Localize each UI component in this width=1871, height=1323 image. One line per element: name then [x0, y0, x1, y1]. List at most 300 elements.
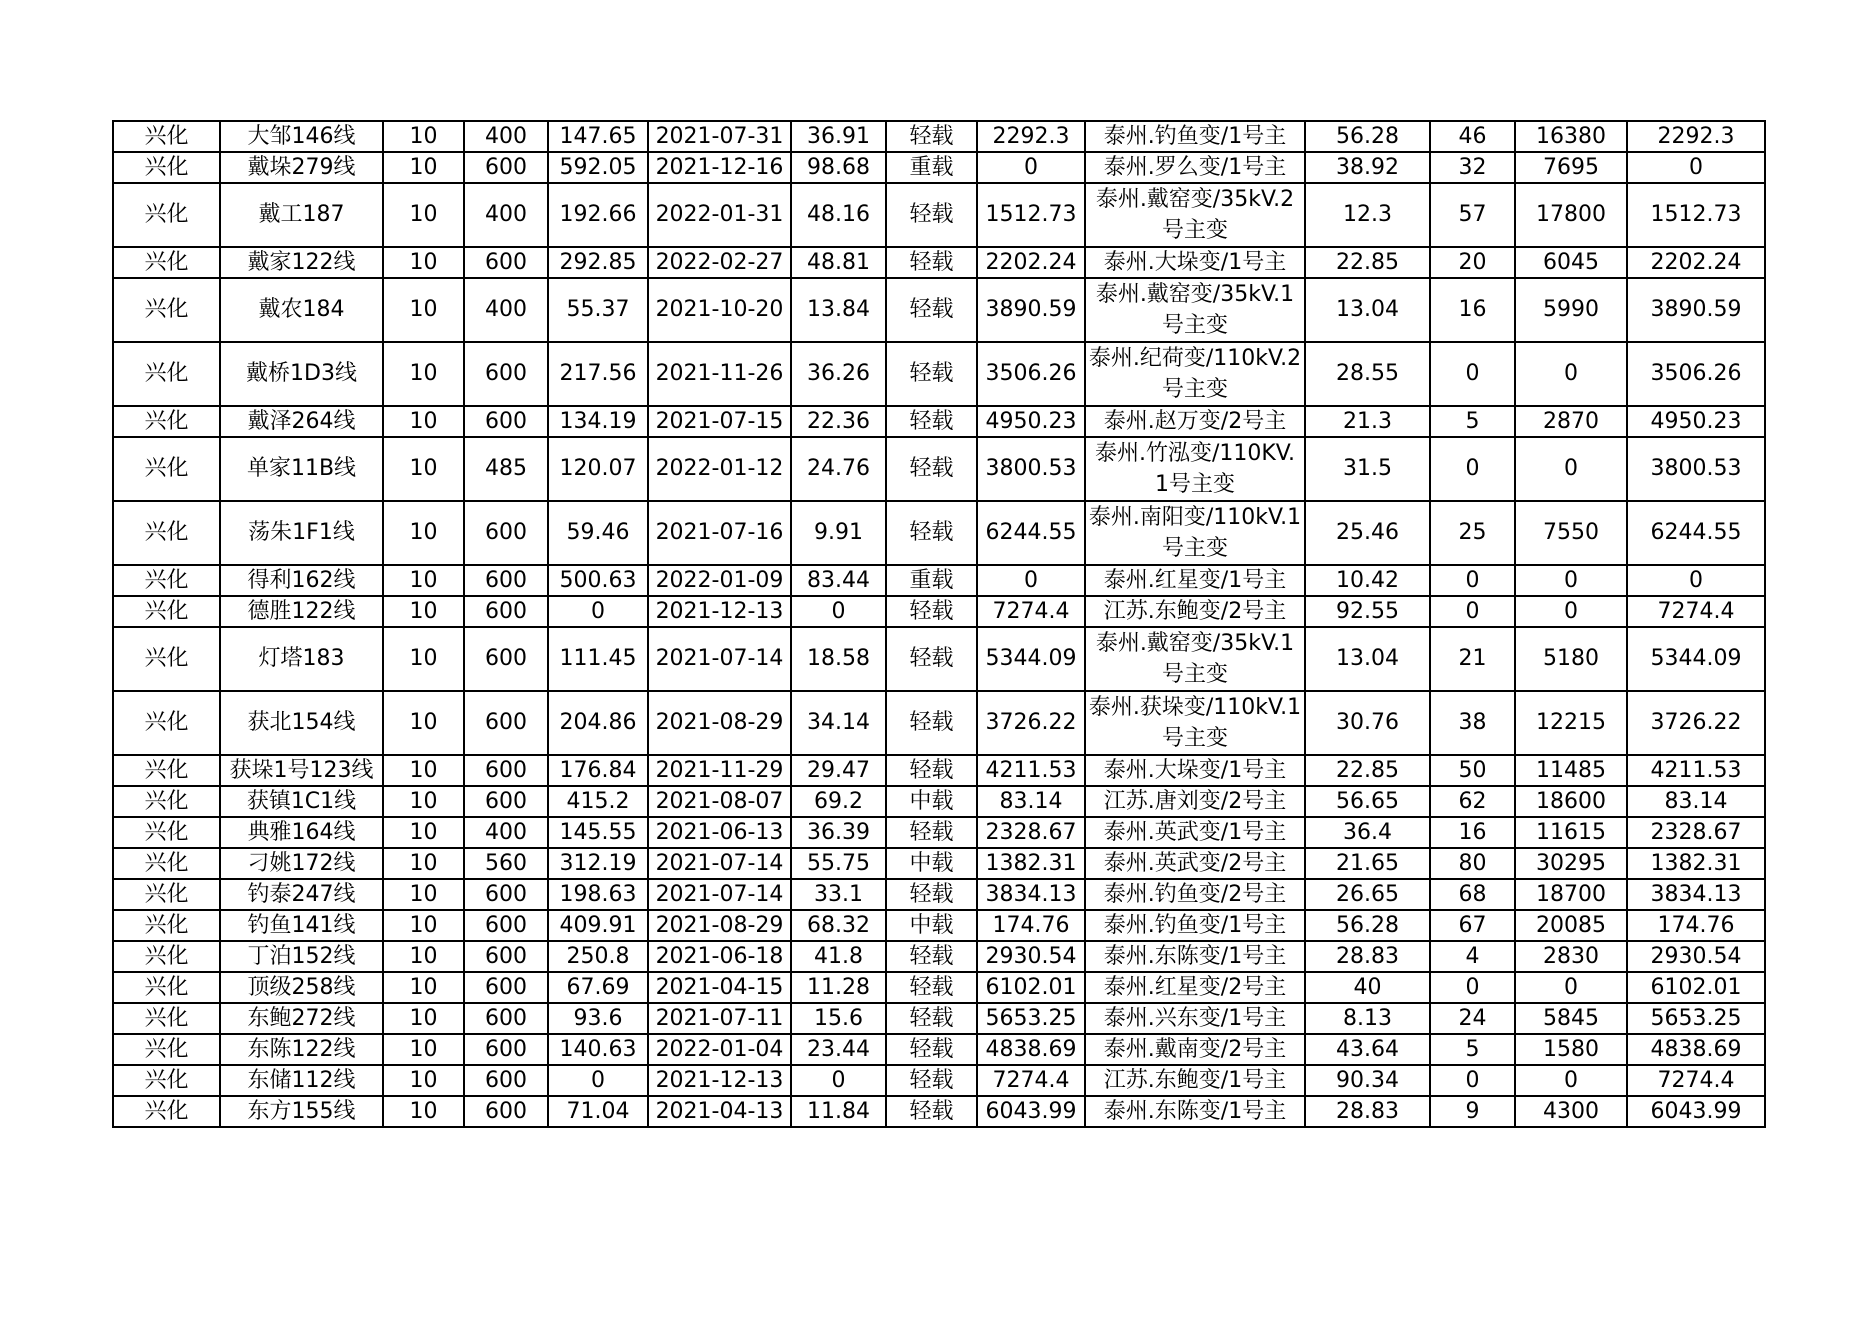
table-row — [113, 910, 1765, 941]
transformer-load-rate-cell: 8.13 — [1305, 1003, 1430, 1034]
installed-capacity-cell: 5845 — [1515, 1003, 1627, 1034]
installed-capacity-cell: 16380 — [1515, 121, 1627, 152]
open-capacity-cell: 4838.69 — [1627, 1034, 1765, 1065]
table-row — [113, 406, 1765, 437]
transformer-load-rate-cell: 21.3 — [1305, 406, 1430, 437]
city-cell: 兴化 — [113, 627, 220, 691]
user-count-cell: 20 — [1430, 247, 1515, 278]
transformer-cell: 泰州.钓鱼变/2号主 — [1085, 879, 1305, 910]
current-cell: 312.19 — [548, 848, 648, 879]
capacity-cell: 400 — [464, 183, 548, 247]
load-rate-cell: 48.16 — [791, 183, 886, 247]
voltage-cell: 10 — [383, 941, 464, 972]
voltage-cell: 10 — [383, 278, 464, 342]
capacity-cell: 560 — [464, 848, 548, 879]
open-capacity-cell: 6043.99 — [1627, 1096, 1765, 1127]
installed-capacity-cell: 0 — [1515, 342, 1627, 406]
date-cell: 2022-01-09 — [648, 565, 791, 596]
load-rate-cell: 23.44 — [791, 1034, 886, 1065]
line-name-cell: 戴农184 — [220, 278, 383, 342]
voltage-cell: 10 — [383, 1096, 464, 1127]
transformer-cell: 泰州.戴窑变/35kV.2号主变 — [1085, 183, 1305, 247]
current-cell: 415.2 — [548, 786, 648, 817]
current-cell: 292.85 — [548, 247, 648, 278]
line-name-cell: 刁姚172线 — [220, 848, 383, 879]
transformer-load-rate-cell: 13.04 — [1305, 278, 1430, 342]
user-count-cell: 62 — [1430, 786, 1515, 817]
date-cell: 2021-08-29 — [648, 910, 791, 941]
capacity-cell: 600 — [464, 786, 548, 817]
load-status-cell: 中载 — [886, 848, 977, 879]
voltage-cell: 10 — [383, 406, 464, 437]
available-capacity-cell: 83.14 — [977, 786, 1085, 817]
load-status-cell: 轻载 — [886, 1065, 977, 1096]
line-name-cell: 顶级258线 — [220, 972, 383, 1003]
transformer-load-rate-cell: 25.46 — [1305, 501, 1430, 565]
transformer-cell: 泰州.戴窑变/35kV.1号主变 — [1085, 627, 1305, 691]
installed-capacity-cell: 11485 — [1515, 755, 1627, 786]
city-cell: 兴化 — [113, 817, 220, 848]
voltage-cell: 10 — [383, 565, 464, 596]
available-capacity-cell: 6102.01 — [977, 972, 1085, 1003]
load-status-cell: 轻载 — [886, 247, 977, 278]
installed-capacity-cell: 18600 — [1515, 786, 1627, 817]
voltage-cell: 10 — [383, 848, 464, 879]
installed-capacity-cell: 2870 — [1515, 406, 1627, 437]
city-cell: 兴化 — [113, 121, 220, 152]
current-cell: 250.8 — [548, 941, 648, 972]
user-count-cell: 67 — [1430, 910, 1515, 941]
table-row — [113, 941, 1765, 972]
installed-capacity-cell: 0 — [1515, 565, 1627, 596]
load-status-cell: 轻载 — [886, 1096, 977, 1127]
user-count-cell: 0 — [1430, 342, 1515, 406]
line-name-cell: 东陈122线 — [220, 1034, 383, 1065]
city-cell: 兴化 — [113, 501, 220, 565]
transformer-cell: 泰州.罗么变/1号主 — [1085, 152, 1305, 183]
city-cell: 兴化 — [113, 342, 220, 406]
date-cell: 2021-04-15 — [648, 972, 791, 1003]
transformer-cell: 泰州.英武变/2号主 — [1085, 848, 1305, 879]
available-capacity-cell: 174.76 — [977, 910, 1085, 941]
table-row — [113, 565, 1765, 596]
capacity-cell: 600 — [464, 941, 548, 972]
transformer-load-rate-cell: 12.3 — [1305, 183, 1430, 247]
voltage-cell: 10 — [383, 596, 464, 627]
voltage-cell: 10 — [383, 1034, 464, 1065]
user-count-cell: 57 — [1430, 183, 1515, 247]
city-cell: 兴化 — [113, 565, 220, 596]
city-cell: 兴化 — [113, 596, 220, 627]
city-cell: 兴化 — [113, 910, 220, 941]
city-cell: 兴化 — [113, 1065, 220, 1096]
city-cell: 兴化 — [113, 755, 220, 786]
current-cell: 145.55 — [548, 817, 648, 848]
city-cell: 兴化 — [113, 848, 220, 879]
installed-capacity-cell: 30295 — [1515, 848, 1627, 879]
transformer-load-rate-cell: 13.04 — [1305, 627, 1430, 691]
available-capacity-cell: 3726.22 — [977, 691, 1085, 755]
installed-capacity-cell: 18700 — [1515, 879, 1627, 910]
user-count-cell: 0 — [1430, 596, 1515, 627]
table-row — [113, 786, 1765, 817]
date-cell: 2021-07-31 — [648, 121, 791, 152]
current-cell: 59.46 — [548, 501, 648, 565]
load-status-cell: 中载 — [886, 910, 977, 941]
city-cell: 兴化 — [113, 247, 220, 278]
transformer-cell: 江苏.东鲍变/1号主 — [1085, 1065, 1305, 1096]
user-count-cell: 16 — [1430, 278, 1515, 342]
capacity-cell: 400 — [464, 817, 548, 848]
voltage-cell: 10 — [383, 1065, 464, 1096]
transformer-cell: 泰州.东陈变/1号主 — [1085, 1096, 1305, 1127]
user-count-cell: 0 — [1430, 1065, 1515, 1096]
table-row — [113, 183, 1765, 247]
date-cell: 2021-08-07 — [648, 786, 791, 817]
installed-capacity-cell: 7550 — [1515, 501, 1627, 565]
load-status-cell: 轻载 — [886, 941, 977, 972]
date-cell: 2021-12-13 — [648, 596, 791, 627]
installed-capacity-cell: 20085 — [1515, 910, 1627, 941]
table-row — [113, 247, 1765, 278]
user-count-cell: 50 — [1430, 755, 1515, 786]
available-capacity-cell: 7274.4 — [977, 596, 1085, 627]
date-cell: 2021-07-15 — [648, 406, 791, 437]
current-cell: 147.65 — [548, 121, 648, 152]
load-status-cell: 轻载 — [886, 406, 977, 437]
feeder-load-table — [112, 120, 1766, 1128]
available-capacity-cell: 3800.53 — [977, 437, 1085, 501]
open-capacity-cell: 7274.4 — [1627, 1065, 1765, 1096]
installed-capacity-cell: 5180 — [1515, 627, 1627, 691]
voltage-cell: 10 — [383, 786, 464, 817]
available-capacity-cell: 2292.3 — [977, 121, 1085, 152]
load-rate-cell: 41.8 — [791, 941, 886, 972]
open-capacity-cell: 3890.59 — [1627, 278, 1765, 342]
user-count-cell: 38 — [1430, 691, 1515, 755]
date-cell: 2021-04-13 — [648, 1096, 791, 1127]
voltage-cell: 10 — [383, 910, 464, 941]
table-row — [113, 972, 1765, 1003]
city-cell: 兴化 — [113, 972, 220, 1003]
capacity-cell: 600 — [464, 691, 548, 755]
line-name-cell: 灯塔183 — [220, 627, 383, 691]
voltage-cell: 10 — [383, 121, 464, 152]
load-status-cell: 轻载 — [886, 183, 977, 247]
capacity-cell: 400 — [464, 121, 548, 152]
table-row — [113, 152, 1765, 183]
user-count-cell: 68 — [1430, 879, 1515, 910]
load-rate-cell: 24.76 — [791, 437, 886, 501]
load-rate-cell: 11.28 — [791, 972, 886, 1003]
voltage-cell: 10 — [383, 437, 464, 501]
line-name-cell: 钓泰247线 — [220, 879, 383, 910]
load-rate-cell: 29.47 — [791, 755, 886, 786]
capacity-cell: 600 — [464, 879, 548, 910]
available-capacity-cell: 2328.67 — [977, 817, 1085, 848]
transformer-load-rate-cell: 56.28 — [1305, 121, 1430, 152]
user-count-cell: 21 — [1430, 627, 1515, 691]
user-count-cell: 24 — [1430, 1003, 1515, 1034]
available-capacity-cell: 4838.69 — [977, 1034, 1085, 1065]
city-cell: 兴化 — [113, 278, 220, 342]
city-cell: 兴化 — [113, 1034, 220, 1065]
line-name-cell: 获镇1C1线 — [220, 786, 383, 817]
transformer-load-rate-cell: 28.83 — [1305, 941, 1430, 972]
available-capacity-cell: 2930.54 — [977, 941, 1085, 972]
open-capacity-cell: 3506.26 — [1627, 342, 1765, 406]
installed-capacity-cell: 4300 — [1515, 1096, 1627, 1127]
transformer-load-rate-cell: 28.83 — [1305, 1096, 1430, 1127]
table-row — [113, 1034, 1765, 1065]
load-rate-cell: 98.68 — [791, 152, 886, 183]
table-row — [113, 755, 1765, 786]
date-cell: 2021-07-16 — [648, 501, 791, 565]
load-status-cell: 轻载 — [886, 817, 977, 848]
load-rate-cell: 0 — [791, 1065, 886, 1096]
installed-capacity-cell: 7695 — [1515, 152, 1627, 183]
available-capacity-cell: 6244.55 — [977, 501, 1085, 565]
voltage-cell: 10 — [383, 879, 464, 910]
load-rate-cell: 36.91 — [791, 121, 886, 152]
load-rate-cell: 0 — [791, 596, 886, 627]
line-name-cell: 得利162线 — [220, 565, 383, 596]
installed-capacity-cell: 6045 — [1515, 247, 1627, 278]
date-cell: 2021-08-29 — [648, 691, 791, 755]
open-capacity-cell: 1512.73 — [1627, 183, 1765, 247]
capacity-cell: 600 — [464, 627, 548, 691]
load-status-cell: 轻载 — [886, 437, 977, 501]
transformer-load-rate-cell: 22.85 — [1305, 755, 1430, 786]
city-cell: 兴化 — [113, 941, 220, 972]
load-status-cell: 轻载 — [886, 121, 977, 152]
capacity-cell: 600 — [464, 910, 548, 941]
open-capacity-cell: 4211.53 — [1627, 755, 1765, 786]
capacity-cell: 600 — [464, 501, 548, 565]
table-row — [113, 342, 1765, 406]
transformer-load-rate-cell: 40 — [1305, 972, 1430, 1003]
current-cell: 500.63 — [548, 565, 648, 596]
date-cell: 2022-02-27 — [648, 247, 791, 278]
installed-capacity-cell: 12215 — [1515, 691, 1627, 755]
transformer-cell: 泰州.戴南变/2号主 — [1085, 1034, 1305, 1065]
transformer-load-rate-cell: 56.65 — [1305, 786, 1430, 817]
current-cell: 409.91 — [548, 910, 648, 941]
transformer-load-rate-cell: 22.85 — [1305, 247, 1430, 278]
capacity-cell: 600 — [464, 247, 548, 278]
date-cell: 2021-11-29 — [648, 755, 791, 786]
transformer-cell: 泰州.红星变/1号主 — [1085, 565, 1305, 596]
current-cell: 93.6 — [548, 1003, 648, 1034]
table-row — [113, 501, 1765, 565]
date-cell: 2021-06-18 — [648, 941, 791, 972]
line-name-cell: 戴工187 — [220, 183, 383, 247]
voltage-cell: 10 — [383, 972, 464, 1003]
user-count-cell: 46 — [1430, 121, 1515, 152]
open-capacity-cell: 2292.3 — [1627, 121, 1765, 152]
line-name-cell: 荡朱1F1线 — [220, 501, 383, 565]
installed-capacity-cell: 5990 — [1515, 278, 1627, 342]
user-count-cell: 5 — [1430, 406, 1515, 437]
installed-capacity-cell: 2830 — [1515, 941, 1627, 972]
voltage-cell: 10 — [383, 1003, 464, 1034]
table-row — [113, 1003, 1765, 1034]
transformer-load-rate-cell: 26.65 — [1305, 879, 1430, 910]
transformer-cell: 泰州.获垛变/110kV.1号主变 — [1085, 691, 1305, 755]
load-status-cell: 轻载 — [886, 879, 977, 910]
available-capacity-cell: 6043.99 — [977, 1096, 1085, 1127]
line-name-cell: 获垛1号123线 — [220, 755, 383, 786]
user-count-cell: 25 — [1430, 501, 1515, 565]
available-capacity-cell: 2202.24 — [977, 247, 1085, 278]
capacity-cell: 600 — [464, 1096, 548, 1127]
user-count-cell: 0 — [1430, 437, 1515, 501]
capacity-cell: 600 — [464, 342, 548, 406]
installed-capacity-cell: 0 — [1515, 1065, 1627, 1096]
available-capacity-cell: 0 — [977, 565, 1085, 596]
table-row — [113, 437, 1765, 501]
voltage-cell: 10 — [383, 817, 464, 848]
user-count-cell: 9 — [1430, 1096, 1515, 1127]
load-rate-cell: 15.6 — [791, 1003, 886, 1034]
user-count-cell: 0 — [1430, 972, 1515, 1003]
voltage-cell: 10 — [383, 152, 464, 183]
date-cell: 2022-01-04 — [648, 1034, 791, 1065]
transformer-load-rate-cell: 31.5 — [1305, 437, 1430, 501]
user-count-cell: 5 — [1430, 1034, 1515, 1065]
current-cell: 0 — [548, 1065, 648, 1096]
open-capacity-cell: 5653.25 — [1627, 1003, 1765, 1034]
date-cell: 2022-01-31 — [648, 183, 791, 247]
transformer-load-rate-cell: 21.65 — [1305, 848, 1430, 879]
load-status-cell: 轻载 — [886, 627, 977, 691]
load-status-cell: 轻载 — [886, 1034, 977, 1065]
line-name-cell: 丁泊152线 — [220, 941, 383, 972]
open-capacity-cell: 3800.53 — [1627, 437, 1765, 501]
load-status-cell: 轻载 — [886, 501, 977, 565]
load-rate-cell: 13.84 — [791, 278, 886, 342]
city-cell: 兴化 — [113, 1003, 220, 1034]
current-cell: 120.07 — [548, 437, 648, 501]
line-name-cell: 钓鱼141线 — [220, 910, 383, 941]
installed-capacity-cell: 11615 — [1515, 817, 1627, 848]
line-name-cell: 戴泽264线 — [220, 406, 383, 437]
voltage-cell: 10 — [383, 342, 464, 406]
open-capacity-cell: 0 — [1627, 152, 1765, 183]
load-status-cell: 轻载 — [886, 342, 977, 406]
load-status-cell: 轻载 — [886, 755, 977, 786]
transformer-cell: 泰州.大垛变/1号主 — [1085, 247, 1305, 278]
capacity-cell: 400 — [464, 278, 548, 342]
transformer-cell: 江苏.东鲍变/2号主 — [1085, 596, 1305, 627]
table-row — [113, 1065, 1765, 1096]
line-name-cell: 戴垛279线 — [220, 152, 383, 183]
open-capacity-cell: 7274.4 — [1627, 596, 1765, 627]
line-name-cell: 东鲍272线 — [220, 1003, 383, 1034]
table-row — [113, 691, 1765, 755]
user-count-cell: 4 — [1430, 941, 1515, 972]
line-name-cell: 东方155线 — [220, 1096, 383, 1127]
available-capacity-cell: 4950.23 — [977, 406, 1085, 437]
line-name-cell: 东储112线 — [220, 1065, 383, 1096]
available-capacity-cell: 7274.4 — [977, 1065, 1085, 1096]
transformer-load-rate-cell: 36.4 — [1305, 817, 1430, 848]
load-status-cell: 轻载 — [886, 1003, 977, 1034]
open-capacity-cell: 3834.13 — [1627, 879, 1765, 910]
city-cell: 兴化 — [113, 691, 220, 755]
open-capacity-cell: 1382.31 — [1627, 848, 1765, 879]
table-row — [113, 1096, 1765, 1127]
open-capacity-cell: 2202.24 — [1627, 247, 1765, 278]
transformer-cell: 江苏.唐刘变/2号主 — [1085, 786, 1305, 817]
voltage-cell: 10 — [383, 501, 464, 565]
load-rate-cell: 68.32 — [791, 910, 886, 941]
current-cell: 134.19 — [548, 406, 648, 437]
line-name-cell: 戴桥1D3线 — [220, 342, 383, 406]
open-capacity-cell: 2328.67 — [1627, 817, 1765, 848]
voltage-cell: 10 — [383, 691, 464, 755]
date-cell: 2021-11-26 — [648, 342, 791, 406]
city-cell: 兴化 — [113, 1096, 220, 1127]
load-rate-cell: 22.36 — [791, 406, 886, 437]
user-count-cell: 80 — [1430, 848, 1515, 879]
transformer-load-rate-cell: 28.55 — [1305, 342, 1430, 406]
open-capacity-cell: 2930.54 — [1627, 941, 1765, 972]
capacity-cell: 485 — [464, 437, 548, 501]
load-rate-cell: 55.75 — [791, 848, 886, 879]
load-rate-cell: 34.14 — [791, 691, 886, 755]
date-cell: 2021-06-13 — [648, 817, 791, 848]
available-capacity-cell: 3506.26 — [977, 342, 1085, 406]
date-cell: 2021-10-20 — [648, 278, 791, 342]
date-cell: 2021-07-14 — [648, 627, 791, 691]
transformer-load-rate-cell: 30.76 — [1305, 691, 1430, 755]
line-name-cell: 戴家122线 — [220, 247, 383, 278]
open-capacity-cell: 4950.23 — [1627, 406, 1765, 437]
current-cell: 55.37 — [548, 278, 648, 342]
available-capacity-cell: 5653.25 — [977, 1003, 1085, 1034]
line-name-cell: 典雅164线 — [220, 817, 383, 848]
transformer-load-rate-cell: 90.34 — [1305, 1065, 1430, 1096]
capacity-cell: 600 — [464, 1034, 548, 1065]
user-count-cell: 16 — [1430, 817, 1515, 848]
capacity-cell: 600 — [464, 565, 548, 596]
available-capacity-cell: 4211.53 — [977, 755, 1085, 786]
open-capacity-cell: 5344.09 — [1627, 627, 1765, 691]
date-cell: 2022-01-12 — [648, 437, 791, 501]
current-cell: 67.69 — [548, 972, 648, 1003]
current-cell: 217.56 — [548, 342, 648, 406]
load-status-cell: 轻载 — [886, 278, 977, 342]
installed-capacity-cell: 0 — [1515, 437, 1627, 501]
load-rate-cell: 36.26 — [791, 342, 886, 406]
transformer-load-rate-cell: 38.92 — [1305, 152, 1430, 183]
load-status-cell: 轻载 — [886, 596, 977, 627]
current-cell: 111.45 — [548, 627, 648, 691]
transformer-cell: 泰州.钓鱼变/1号主 — [1085, 910, 1305, 941]
date-cell: 2021-07-14 — [648, 848, 791, 879]
installed-capacity-cell: 0 — [1515, 596, 1627, 627]
capacity-cell: 600 — [464, 1065, 548, 1096]
available-capacity-cell: 3834.13 — [977, 879, 1085, 910]
load-rate-cell: 36.39 — [791, 817, 886, 848]
load-rate-cell: 48.81 — [791, 247, 886, 278]
voltage-cell: 10 — [383, 755, 464, 786]
open-capacity-cell: 3726.22 — [1627, 691, 1765, 755]
open-capacity-cell: 6102.01 — [1627, 972, 1765, 1003]
open-capacity-cell: 174.76 — [1627, 910, 1765, 941]
transformer-cell: 泰州.南阳变/110kV.1号主变 — [1085, 501, 1305, 565]
